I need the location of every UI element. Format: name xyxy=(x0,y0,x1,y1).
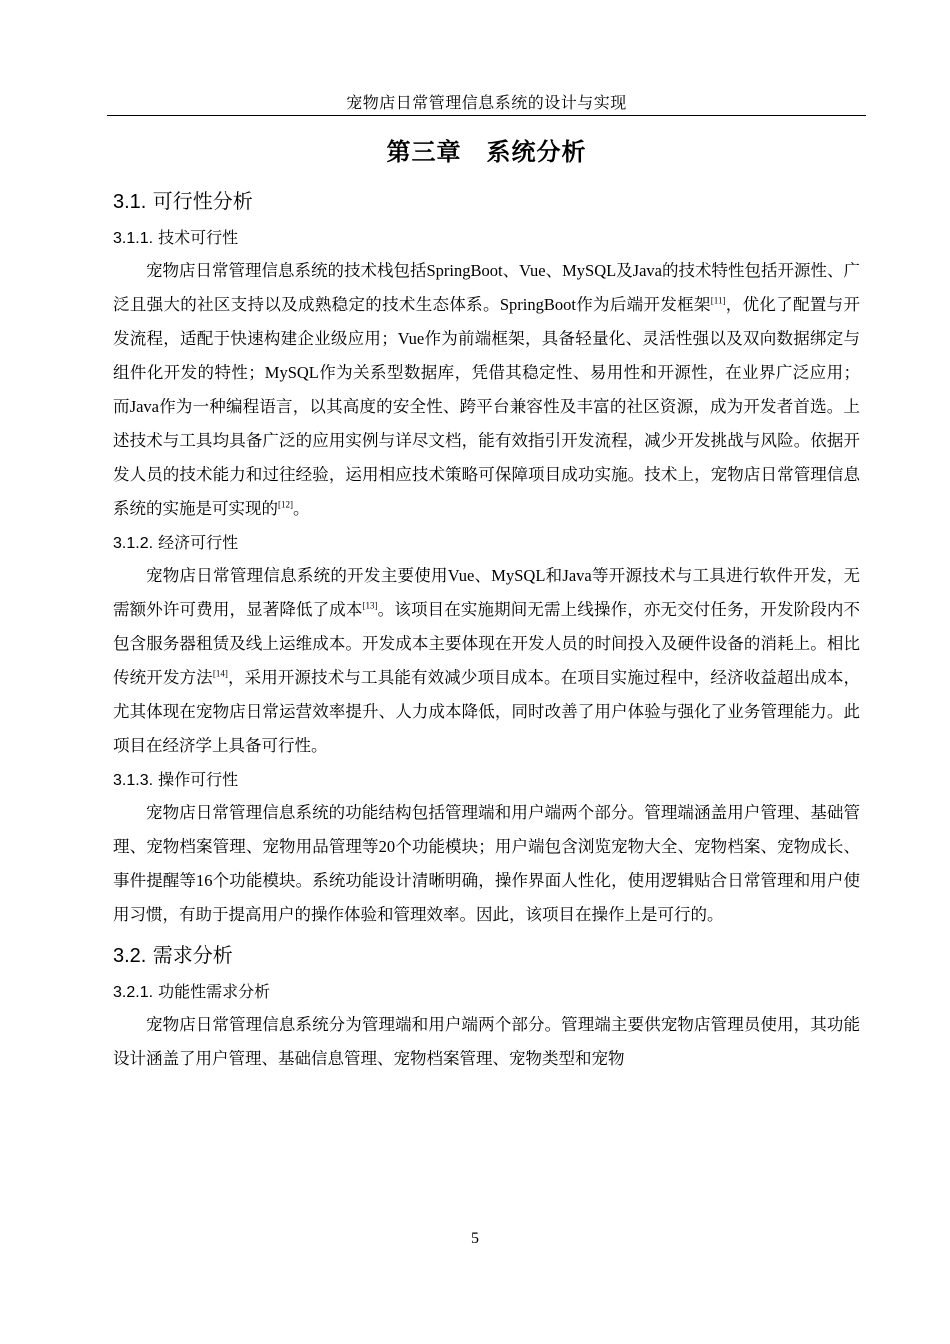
paragraph-technical-feasibility: 宠物店日常管理信息系统的技术栈包括SpringBoot、Vue、MySQL及Java的技术特性包括开源性、广泛且强大的社区支持以及成熟稳定的技术生态体系。SpringBoot作为后端开发框架[11]，优化了配置与开发流程，适配于快速构建企业级应用；Vue作为前端框架，具备轻量化、灵活性强以及双向数据绑定与组件化开发的特性；MySQL作为关系型数据库，凭借其稳定性、易用性和开源性，在业界广泛应用；而Java作为一种编程语言，以其高度的安全性、跨平台兼容性及丰富的社区资源，成为开发者首选。上述技术与工具均具备广泛的应用实例与详尽文档，能有效指引开发流程，减少开发挑战与风险。依据开发人员的技术能力和过往经验，运用相应技术策略可保障项目成功实施。技术上，宠物店日常管理信息系统的实施是可实现的[12]。 xyxy=(113,261,861,518)
citation: [14] xyxy=(212,668,228,679)
section-heading: 3.2. 需求分析 xyxy=(113,943,233,967)
header-rule xyxy=(107,115,866,116)
paragraph-economic-feasibility: 宠物店日常管理信息系统的开发主要使用Vue、MySQL和Java等开源技术与工具进行软件开发，无需额外许可费用，显著降低了成本[13]。该项目在实施期间无需上线操作，亦无交付任务，开发阶段内不包含服务器租赁及线上运维成本。开发成本主要体现在开发人员的时间投入及硬件设备的消耗上。相比传统开发方法[14]，采用开源技术与工具能有效减少项目成本。在项目实施过程中，经济收益超出成本，尤其体现在宠物店日常运营效率提升、人力成本降低，同时改善了用户体验与强化了业务管理能力。此项目在经济学上具备可行性。 xyxy=(113,566,861,755)
paragraph-functional-requirements: 宠物店日常管理信息系统分为管理端和用户端两个部分。管理端主要供宠物店管理员使用，其功能设计涵盖了用户管理、基础信息管理、宠物档案管理、宠物类型和宠物 xyxy=(113,1015,860,1068)
citation: [13] xyxy=(362,600,378,611)
section-heading: 3.1. 可行性分析 xyxy=(113,189,253,213)
running-header: 宠物店日常管理信息系统的设计与实现 xyxy=(346,93,627,112)
page-number: 5 xyxy=(471,1230,479,1247)
paragraph-operational-feasibility: 宠物店日常管理信息系统的功能结构包括管理端和用户端两个部分。管理端涵盖用户管理、基础管理、宠物档案管理、宠物用品管理等20个功能模块；用户端包含浏览宠物大全、宠物档案、宠物成长、事件提醒等16个功能模块。系统功能设计清晰明确，操作界面人性化，使用逻辑贴合日常管理和用户使用习惯，有助于提高用户的操作体验和管理效率。因此，该项目在操作上是可行的。 xyxy=(113,803,860,924)
citation: [12] xyxy=(278,499,293,510)
document-body xyxy=(113,180,860,1076)
citation: [11] xyxy=(710,295,726,306)
subsection-heading: 3.2.1. 功能性需求分析 xyxy=(113,982,271,1001)
chapter-title: 第三章 系统分析 xyxy=(386,138,587,166)
subsection-heading: 3.1.3. 操作可行性 xyxy=(113,770,239,789)
subsection-heading: 3.1.1. 技术可行性 xyxy=(113,228,239,247)
subsection-heading: 3.1.2. 经济可行性 xyxy=(113,533,239,552)
